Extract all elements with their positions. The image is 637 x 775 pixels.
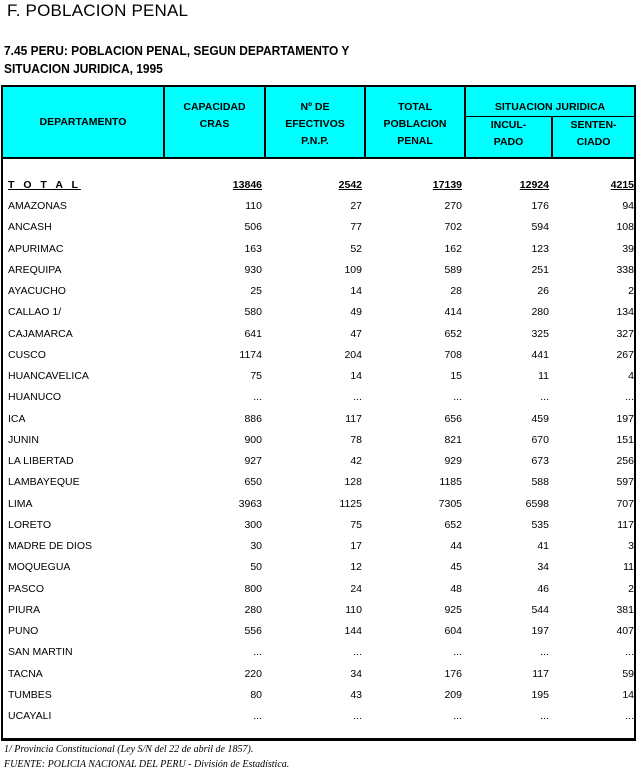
inculpado-cell: 123	[531, 242, 549, 255]
inculpado-cell: 197	[531, 625, 549, 637]
table-row	[3, 196, 634, 217]
inculpado-cell: 588	[531, 476, 549, 489]
efectivos-cell: 14	[350, 370, 362, 382]
inculpado-cell: ...	[540, 391, 549, 404]
efectivos-cell: 49	[350, 306, 362, 319]
table-row	[3, 472, 634, 493]
inculpado-cell: 11	[538, 370, 549, 382]
sentenciado-cell: 267	[616, 348, 634, 361]
sentenciado-cell: 4	[628, 370, 634, 382]
poblacion-cell: 48	[450, 582, 462, 595]
departamento-cell: MADRE DE DIOS	[8, 540, 93, 552]
header-departamento: DEPARTAMENTO	[39, 116, 127, 128]
inculpado-cell: ...	[540, 710, 549, 722]
departamento-cell: AREQUIPA	[8, 263, 62, 276]
departamento-cell: CUSCO	[8, 348, 46, 361]
poblacion-cell: 604	[444, 625, 462, 637]
poblacion-cell: 656	[444, 412, 462, 425]
sentenciado-cell: ...	[625, 391, 634, 404]
inculpado-cell: 41	[537, 540, 549, 552]
sentenciado-cell: 338	[616, 263, 634, 276]
efectivos-cell: 204	[344, 348, 362, 361]
capacidad-cell: 300	[244, 518, 262, 531]
inculpado-cell: 535	[531, 518, 549, 531]
inculpado-cell: 117	[532, 667, 549, 680]
poblacion-cell: 7305	[438, 497, 462, 510]
total-sentenciado: 4215	[610, 179, 634, 191]
header-situacion-juridica: SITUACION JURIDICA	[494, 101, 606, 113]
capacidad-cell: 927	[244, 455, 262, 467]
inculpado-cell: ...	[540, 646, 549, 659]
poblacion-cell: 708	[444, 348, 462, 361]
departamento-cell: PIURA	[8, 603, 41, 616]
total-label: T O T A L	[8, 179, 81, 191]
poblacion-cell: 209	[444, 688, 462, 701]
capacidad-cell: 900	[244, 433, 262, 446]
table-row	[3, 600, 634, 621]
efectivos-cell: 14	[350, 285, 362, 297]
table-title-line-2: SITUACION JURIDICA, 1995	[4, 61, 163, 76]
efectivos-cell: 109	[344, 263, 362, 276]
departamento-cell: HUANUCO	[8, 391, 62, 404]
capacidad-cell: 1174	[239, 348, 262, 361]
efectivos-cell: 110	[345, 603, 362, 616]
table-row	[3, 281, 634, 302]
header-total-poblacion: TOTAL POBLACION PENAL	[383, 101, 447, 147]
capacidad-cell: 110	[245, 200, 262, 212]
inculpado-cell: 594	[531, 221, 549, 234]
inculpado-cell: 670	[531, 433, 549, 446]
sentenciado-cell: 94	[622, 200, 634, 212]
capacidad-cell: 506	[244, 221, 262, 234]
poblacion-cell: ...	[453, 391, 462, 404]
table-title	[4, 42, 349, 78]
capacidad-cell: 886	[244, 412, 262, 425]
departamento-cell: HUANCAVELICA	[8, 370, 89, 382]
poblacion-cell: 45	[450, 561, 462, 574]
poblacion-cell: ...	[453, 710, 462, 722]
efectivos-cell: 117	[345, 412, 362, 425]
header-sentenciado: SENTEN- CIADO	[570, 119, 617, 148]
table-row	[3, 557, 634, 578]
table-row	[3, 664, 634, 685]
inculpado-cell: 46	[537, 582, 549, 595]
efectivos-cell: 12	[350, 561, 362, 574]
departamento-cell: LA LIBERTAD	[8, 455, 74, 467]
sentenciado-cell: 2	[628, 582, 634, 595]
sentenciado-cell: 381	[616, 603, 634, 616]
inculpado-cell: 544	[531, 603, 549, 616]
sentenciado-cell: 14	[622, 688, 634, 701]
departamento-cell: CALLAO 1/	[8, 306, 62, 319]
capacidad-cell: ...	[253, 391, 262, 404]
poblacion-cell: 652	[444, 518, 462, 531]
departamento-cell: JUNIN	[8, 433, 39, 446]
capacidad-cell: 641	[244, 327, 262, 340]
inculpado-cell: 6598	[525, 497, 549, 510]
departamento-cell: APURIMAC	[8, 242, 64, 255]
sentenciado-cell: 256	[616, 455, 634, 467]
sentenciado-cell: 117	[617, 518, 634, 531]
table-row	[3, 451, 634, 472]
capacidad-cell: 930	[244, 263, 262, 276]
capacidad-cell: ...	[253, 646, 262, 659]
table-row	[3, 685, 634, 706]
table-row	[3, 515, 634, 536]
table-row	[3, 345, 634, 366]
table-row	[3, 621, 634, 642]
table-row	[3, 642, 634, 663]
table-row	[3, 324, 634, 345]
inculpado-cell: 325	[531, 327, 549, 340]
inculpado-cell: 195	[531, 688, 549, 701]
sentenciado-cell: 407	[616, 625, 634, 637]
poblacion-cell: 414	[444, 306, 462, 319]
poblacion-cell: 28	[450, 285, 462, 297]
efectivos-cell: ...	[353, 710, 362, 722]
departamento-cell: PUNO	[8, 625, 39, 637]
table-row	[3, 302, 634, 323]
sentenciado-cell: 327	[616, 327, 634, 340]
sentenciado-cell: 3	[628, 540, 634, 552]
poblacion-cell: 44	[450, 540, 462, 552]
sentenciado-cell: 59	[622, 667, 634, 680]
total-inculpado: 12924	[519, 179, 549, 191]
efectivos-cell: 52	[350, 242, 362, 255]
inculpado-cell: 34	[537, 561, 549, 574]
capacidad-cell: 800	[244, 582, 262, 595]
sentenciado-cell: 151	[616, 433, 634, 446]
table-row	[3, 260, 634, 281]
section-title: F. POBLACION PENAL	[7, 1, 189, 20]
efectivos-cell: 144	[344, 625, 362, 637]
poblacion-cell: 270	[444, 200, 462, 212]
table-title-line-1: 7.45 PERU: POBLACION PENAL, SEGUN DEPARTAMENTO Y	[4, 43, 350, 58]
inculpado-cell: 280	[531, 306, 549, 319]
total-efectivos: 2542	[338, 179, 362, 191]
sentenciado-cell: 597	[616, 476, 634, 489]
header-efectivos: Nº DE EFECTIVOS P.N.P.	[285, 101, 345, 147]
table-header	[3, 87, 634, 159]
efectivos-cell: 75	[350, 518, 362, 531]
efectivos-cell: 27	[350, 200, 362, 212]
table-row	[3, 366, 634, 387]
total-capacidad: 13846	[232, 179, 262, 191]
departamento-cell: MOQUEGUA	[8, 561, 71, 574]
table-row	[3, 409, 634, 430]
capacidad-cell: 3963	[238, 497, 262, 510]
sentenciado-cell: 39	[622, 242, 634, 255]
departamento-cell: ANCASH	[8, 221, 52, 234]
sentenciado-cell: 11	[623, 561, 634, 574]
departamento-cell: CAJAMARCA	[8, 327, 73, 340]
poblacion-cell: 652	[444, 327, 462, 340]
table-row	[3, 579, 634, 600]
inculpado-cell: 26	[537, 285, 549, 297]
inculpado-cell: 459	[531, 412, 549, 425]
data-table	[1, 85, 636, 741]
departamento-cell: SAN MARTIN	[8, 646, 73, 659]
capacidad-cell: 50	[250, 561, 262, 574]
source-note: FUENTE: POLICIA NACIONAL DEL PERU - División de Estadística.	[4, 759, 290, 770]
capacidad-cell: 650	[244, 476, 262, 489]
poblacion-cell: 162	[444, 242, 462, 255]
departamento-cell: TACNA	[8, 667, 43, 680]
efectivos-cell: 128	[344, 476, 362, 489]
poblacion-cell: 925	[444, 603, 462, 616]
footnote: 1/ Provincia Constitucional (Ley S/N del 22 de abril de 1857).	[4, 744, 254, 755]
inculpado-cell: 673	[531, 455, 549, 467]
capacidad-cell: 220	[244, 667, 262, 680]
poblacion-cell: 15	[450, 370, 462, 382]
total-poblacion: 17139	[432, 179, 462, 191]
capacidad-cell: 280	[244, 603, 262, 616]
departamento-cell: ICA	[8, 412, 26, 425]
sentenciado-cell: 134	[616, 306, 634, 319]
poblacion-cell: 929	[444, 455, 462, 467]
inculpado-cell: 251	[531, 263, 549, 276]
capacidad-cell: 580	[244, 306, 262, 319]
inculpado-cell: 441	[531, 348, 549, 361]
table-row	[3, 494, 634, 515]
efectivos-cell: ...	[353, 646, 362, 659]
poblacion-cell: 702	[444, 221, 462, 234]
sentenciado-cell: ...	[625, 710, 634, 722]
capacidad-cell: 163	[244, 242, 262, 255]
efectivos-cell: 78	[350, 433, 362, 446]
departamento-cell: LORETO	[8, 518, 51, 531]
efectivos-cell: ...	[353, 391, 362, 404]
poblacion-cell: ...	[453, 646, 462, 659]
header-inculpado: INCUL- PADO	[490, 119, 527, 148]
poblacion-cell: 821	[444, 433, 462, 446]
departamento-cell: AYACUCHO	[8, 285, 66, 297]
efectivos-cell: 1125	[339, 497, 362, 510]
departamento-cell: LAMBAYEQUE	[8, 476, 80, 489]
table-row	[3, 387, 634, 408]
capacidad-cell: 30	[250, 540, 262, 552]
efectivos-cell: 43	[350, 688, 362, 701]
efectivos-cell: 47	[350, 327, 362, 340]
sentenciado-cell: 2	[628, 285, 634, 297]
poblacion-cell: 1185	[439, 476, 462, 489]
table-row	[3, 430, 634, 451]
departamento-cell: UCAYALI	[8, 710, 52, 722]
sentenciado-cell: 197	[616, 412, 634, 425]
efectivos-cell: 24	[350, 582, 362, 595]
poblacion-cell: 176	[444, 667, 462, 680]
departamento-cell: LIMA	[8, 497, 33, 510]
departamento-cell: TUMBES	[8, 688, 52, 701]
table-row	[3, 239, 634, 260]
efectivos-cell: 42	[350, 455, 362, 467]
table-row	[3, 217, 634, 238]
sentenciado-cell: ...	[625, 646, 634, 659]
total-row	[3, 175, 634, 196]
efectivos-cell: 77	[350, 221, 362, 234]
capacidad-cell: 80	[250, 688, 262, 701]
sentenciado-cell: 108	[616, 221, 634, 234]
capacidad-cell: 25	[250, 285, 262, 297]
efectivos-cell: 17	[350, 540, 362, 552]
poblacion-cell: 589	[444, 263, 462, 276]
capacidad-cell: ...	[253, 710, 262, 722]
inculpado-cell: 176	[531, 200, 549, 212]
capacidad-cell: 556	[244, 625, 262, 637]
capacidad-cell: 75	[250, 370, 262, 382]
efectivos-cell: 34	[350, 667, 362, 680]
departamento-cell: AMAZONAS	[8, 200, 67, 212]
sentenciado-cell: 707	[616, 497, 634, 510]
departamento-cell: PASCO	[8, 582, 44, 595]
header-capacidad: CAPACIDAD CRAS	[183, 101, 246, 130]
table-row	[3, 536, 634, 557]
table-row	[3, 706, 634, 727]
